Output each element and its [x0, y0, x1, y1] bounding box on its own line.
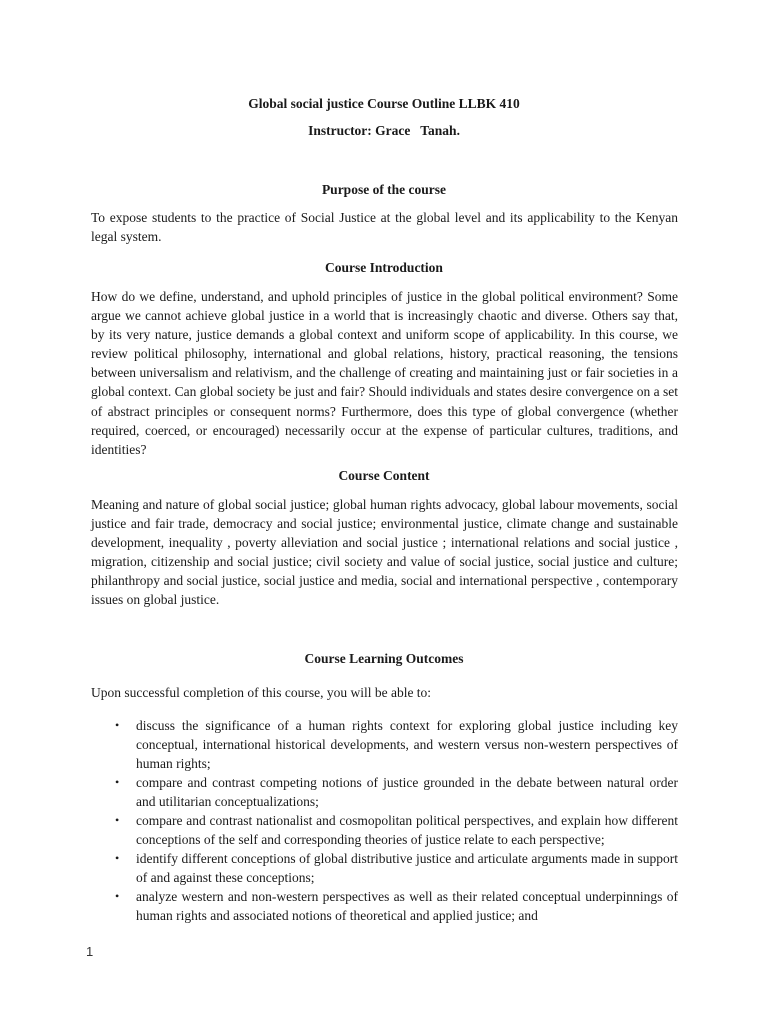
bullet-icon: • — [115, 718, 120, 732]
document-title: Global social justice Course Outline LLBK 410 — [248, 96, 520, 111]
purpose-text: To expose students to the practice of Social Justice at the global level and its applicability to the Kenyan legal system. — [91, 210, 678, 245]
introduction-text: How do we define, understand, and uphold principles of justice in the global political environment? Some argue we cannot achieve global justice in a world that is increasingly chaotic and diverse. Others say that, by its very nature, justice demands a global context and uniform scope of applicability. In this course, we review political philosophy, international and global relations, history, practical reasoning, the tensions between universalism and relativism, and the challenge of creating and maintaining just or fair societies in a global context. Can global society be just and fair? Should individuals and states desire convergence on a set of abstract principles or consequent norms? Furthermore, does this type of global convergence (whether required, coerced, or encouraged) necessarily occur at the expense of particular cultures, traditions, and identities? — [91, 289, 678, 457]
list-item: • identify different conceptions of global distributive justice and articulate arguments made in support of and against these conceptions; — [115, 851, 678, 885]
content-heading: Course Content — [338, 468, 430, 483]
bullet-icon: • — [115, 813, 120, 827]
bullet-icon: • — [115, 889, 120, 903]
purpose-heading: Purpose of the course — [321, 182, 447, 197]
list-item: • analyze western and non-western perspectives as well as their related conceptual underpinnings of human rights and associated notions of theoretical and applied justice; and — [115, 889, 678, 923]
list-item: • discuss the significance of a human rights context for exploring global justice including key conceptual, international historical developments, and western versus non-western perspectives of human rights; — [115, 718, 678, 771]
content-text: Meaning and nature of global social justice; global human rights advocacy, global labour movements, social justice and fair trade, democracy and social justice; environmental justice, climate change and sustainable development, inequality , poverty alleviation and social justice ; international relations and social justice , migration, citizenship and social justice; civil society and value of social justice, social justice and culture; philanthropy and social justice, social justice and media, social and international perspective , contemporary issues on global justice. — [91, 497, 678, 608]
list-item: • compare and contrast competing notions of justice grounded in the debate between natural order and utilitarian conceptualizations; — [115, 775, 678, 809]
outcomes-list — [91, 716, 678, 925]
instructor-line: Instructor: Grace Tanah. — [308, 123, 460, 138]
bullet-icon: • — [115, 851, 120, 865]
outcomes-intro: Upon successful completion of this course, you will be able to: — [91, 685, 432, 700]
introduction-heading: Course Introduction — [325, 260, 443, 275]
page-number: 1 — [86, 944, 94, 959]
outcomes-heading: Course Learning Outcomes — [304, 651, 464, 666]
bullet-icon: • — [115, 775, 120, 789]
list-item: • compare and contrast nationalist and cosmopolitan political perspectives, and explain how different conceptions of the self and corresponding theories of justice relate to each perspective; — [115, 813, 678, 847]
